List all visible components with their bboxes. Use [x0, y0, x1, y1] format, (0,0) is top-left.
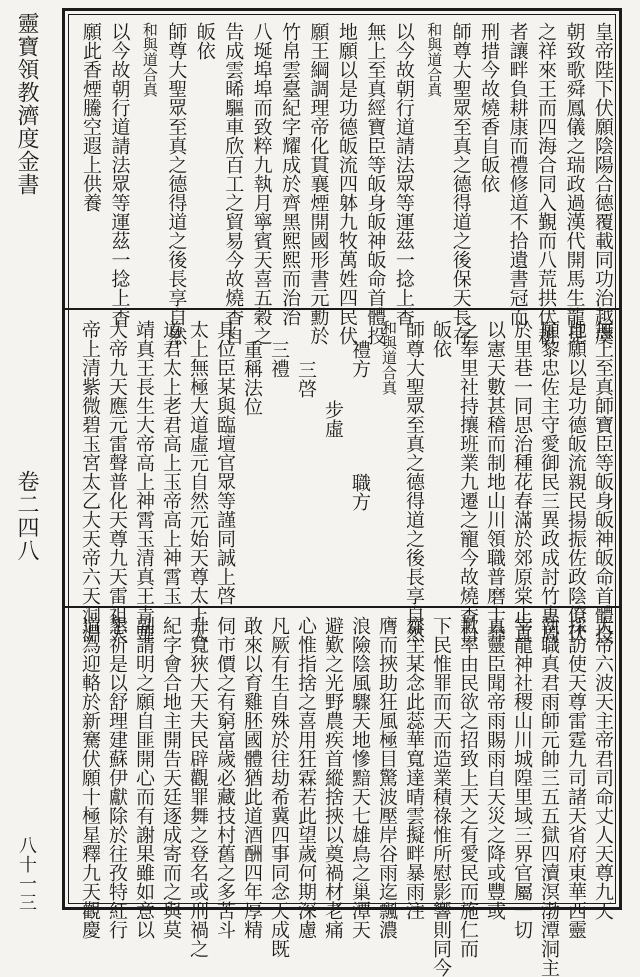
text-column: 師尊大聖眾至真之德得道之後長享自然	[165, 22, 188, 345]
text-column: 帝上清紫微碧玉宮太乙大天帝六天洞淵	[79, 320, 101, 643]
text-column: 升寬狹大天夫民辟觀罪舞之登名或刑禍之	[187, 616, 209, 958]
text-column: 道為迎輅於新騫伏願十極星釋九天觀慶	[79, 616, 101, 939]
text-column: 伺市價之有窮富歲必藏技村舊之多苦斗	[214, 616, 236, 939]
text-column: 齋主某念此蕊華寬達晴雲擬畔暴雨注	[403, 616, 425, 920]
text-column: 以今故朝行道請法眾等運茲一捻上香	[392, 22, 415, 326]
text-column: 執職真君雨師元帥三五五獄四瀆溟渤潭洞主	[538, 616, 560, 977]
text-column: 之祥來王而四海合同入覲而八荒拱伏耕	[535, 22, 557, 345]
text-column: 皈依	[430, 320, 452, 358]
text-column: 和與道合真	[425, 22, 444, 97]
text-column: 歉率由民欲之招致上天之有愛民而施仁而	[457, 616, 479, 958]
text-section-lower	[72, 616, 614, 977]
text-column: 朝致歌舜鳳儀之瑞政過漢代開馬生龍見	[563, 22, 586, 345]
text-column: 無上至真經寶臣等皈身皈神皈命首體投	[364, 22, 387, 345]
text-section-upper	[72, 22, 614, 345]
text-column: 重稱法位	[241, 340, 263, 416]
text-column: 之奉里社持攘班業九遷之寵今故燒香自	[457, 320, 479, 643]
text-column: 和與道合真	[140, 22, 159, 97]
text-section-middle	[72, 320, 614, 643]
text-column: 八埏埠埠而致粹九執月寧賓天喜五穀之	[250, 22, 273, 345]
text-column: 師尊大聖眾至真之德得道之後保天長存	[449, 22, 472, 345]
text-column: 地願以是功德皈流四躰九牧萬姓四民伏	[335, 22, 358, 345]
text-column: 敢來以育雞胚國體猶此道酒酬四年厚精	[241, 616, 263, 939]
text-column: 告成雲晞驅車欣百工之貿易今故燒香自	[222, 22, 245, 345]
text-column: 紀字會合地主開告天廷逐成寄而之與莫	[160, 616, 182, 939]
text-column: 採訪使天尊雷霆九司諸天省府東華西靈	[565, 616, 587, 939]
text-column: 以今故朝行道請法眾等運茲一捻上香	[108, 22, 131, 326]
text-column: 凡厥有生自殊於往劫希冀四事同念天成既	[268, 616, 290, 958]
text-column: 願此香煙騰空遐上供養	[80, 22, 102, 212]
text-column: 皇帝陛下伏願陰陽合德覆載同功治越虞	[591, 22, 614, 345]
text-column: 和與道合真	[380, 320, 398, 395]
text-column: 刑措今故燒香自皈依	[478, 22, 501, 193]
volume-number: 卷二四八	[14, 470, 39, 562]
text-column: 三禮	[268, 340, 290, 378]
text-column: 以憲天數甚稽而制地山川領職普磨十奔	[484, 320, 506, 643]
text-column: 心惟指捨之喜用狂霖若此望歲何期深慮	[295, 616, 317, 939]
text-column: 大帝六波天主帝君司命丈人天尊九天	[592, 616, 614, 920]
text-column: 真靈臣聞帝雨賜雨自天災之降或豐或	[484, 616, 506, 920]
text-column: 願黎忠佐主守愛御民三異政成討竹惠周	[538, 320, 560, 643]
book-title: 靈寶領教濟度金書	[14, 12, 39, 196]
text-column: 師尊大聖眾至真之德得道之後長享自然	[403, 320, 425, 643]
text-column: 三啓	[295, 360, 317, 398]
text-column: 太上無極大道虛元自然元始天尊太上大	[187, 320, 209, 643]
text-column: 宰龍神社稷山川城隍里域三界官屬一切	[511, 616, 533, 939]
text-column: 下民惟罪而天而造業積祿惟所慰影響則同今	[430, 616, 452, 977]
margin-heading	[6, 12, 46, 912]
text-column: 地願以是功德皈流親民揚振佐政陰僚伏	[565, 320, 587, 643]
text-column: 副請明之願自匪開心而有謝果雖如意以	[133, 616, 155, 939]
text-column: 靖真王長生大帝高上神霄玉清真王青華	[133, 320, 155, 643]
text-column: 膺而挾助狂風極目驚波壓岸谷雨迄飄濃	[376, 616, 398, 939]
text-column: 大帝九天應元雷聲普化天尊九天雷祖大	[106, 320, 128, 643]
text-column: 浪險陰風驟天地慘黯天七雄鳥之巢潭天	[349, 616, 371, 939]
text-column: 皈依	[193, 22, 216, 60]
text-column: 無上至真師寶臣等皈身皈神皈命首體投	[592, 320, 614, 643]
text-column: 禮方 職方	[349, 340, 371, 511]
text-column: 懇祈是以舒理建蘇伊獻除於往孜特紅行	[106, 616, 128, 939]
text-column: 者讓畔負耕康而禮修道不拾遺書冠而	[506, 22, 529, 326]
text-column: 道君太上老君高上玉帝高上神霄玉	[160, 320, 182, 605]
folio-number: 八十一三	[16, 836, 37, 912]
text-column: 步虛	[322, 400, 344, 438]
text-column: 具位臣某與臨壇官眾等謹同誠上啓	[214, 320, 236, 605]
text-column: 於里巷一同思治種花春滿於郊原棠正直	[511, 320, 533, 643]
text-column: 避歎之光野農疾首縱捨挾以奠禍材老痛	[322, 616, 344, 939]
text-column: 願王綱調理帝化貫襄煙開國形書元勳於	[307, 22, 330, 345]
text-column: 竹帛雲臺紀字耀成於齊黑熙熙而治治	[279, 22, 302, 326]
